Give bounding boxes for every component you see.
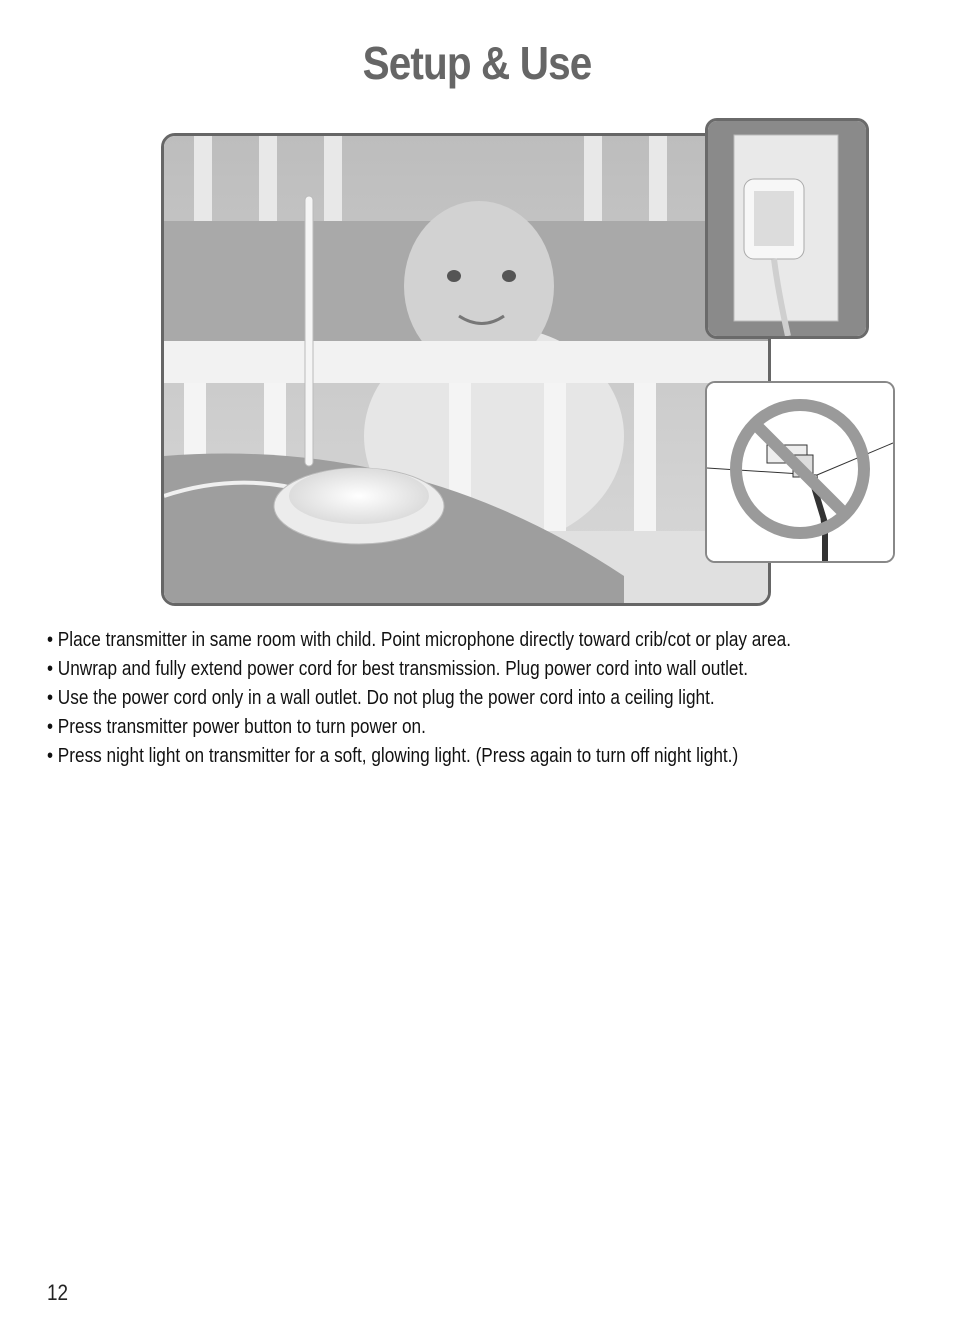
page-number: 12 [47, 1280, 69, 1305]
instruction-item: • Use the power cord only in a wall outlet. Do not plug the power cord into a ceiling light. [47, 687, 715, 709]
instruction-item: • Press transmitter power button to turn power on. [47, 716, 426, 738]
wall-outlet-inset [705, 118, 869, 339]
instruction-item: • Unwrap and fully extend power cord for best transmission. Plug power cord into wall outlet. [47, 658, 749, 680]
instruction-item: • Place transmitter in same room with child. Point microphone directly toward crib/cot or play area. [47, 629, 792, 651]
no-ceiling-light-inset [705, 381, 895, 563]
baby-crib-photo [161, 133, 771, 606]
instructions-list [47, 626, 927, 771]
instruction-item: • Press night light on transmitter for a soft, glowing light. (Press again to turn off night light.) [47, 745, 739, 767]
page-title: Setup & Use [362, 37, 592, 89]
